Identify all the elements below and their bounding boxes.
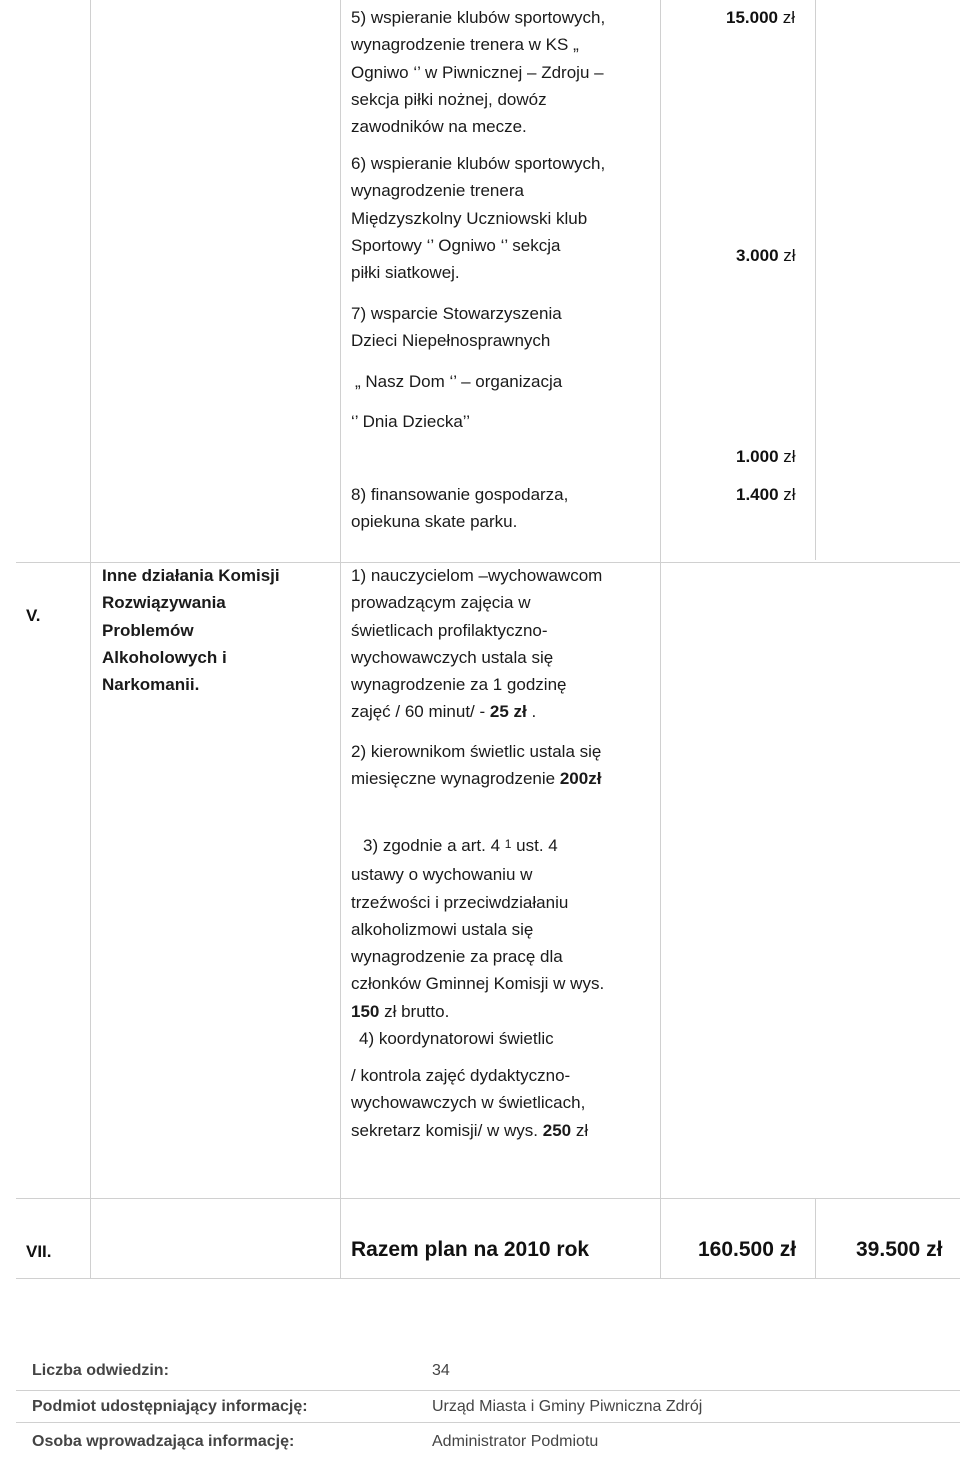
- text-segment: zł brutto.: [379, 1001, 450, 1021]
- text-line: ‘’ Dnia Dziecka’’: [351, 412, 471, 431]
- text-line: wychowawczych ustala się: [351, 647, 554, 667]
- text-line: 2) kierownikom świetlic ustala się: [351, 742, 602, 761]
- text-line: wynagrodzenie za pracę dla: [351, 947, 563, 967]
- rate-amount: 150: [351, 1001, 380, 1021]
- text-line: [351, 765, 601, 792]
- section-iv-item-5: [351, 4, 605, 140]
- table-border-col1: [90, 0, 91, 1278]
- table-row-divider: [16, 1278, 960, 1279]
- total-label: Razem plan na 2010 rok: [351, 1238, 590, 1261]
- section-iv-item-8: [351, 481, 568, 536]
- section-iv-item-7-cont: [355, 368, 562, 395]
- text-line: Ogniwo ‘’ w Piwnicznej – Zdroju –: [351, 62, 604, 82]
- text-segment: zł: [571, 1120, 589, 1140]
- amount-unit: zł: [783, 485, 796, 504]
- amount-value: 3.000: [736, 246, 779, 265]
- text-line: 4) koordynatorowi świetlic: [359, 1029, 554, 1049]
- amount-unit: zł: [782, 8, 796, 27]
- amount-item-6: [736, 246, 796, 266]
- text-line: [351, 698, 602, 725]
- text-line: Narkomanii.: [102, 675, 200, 695]
- amount-item-7: [736, 447, 796, 467]
- text-line: „ Nasz Dom ‘’ – organizacja: [355, 372, 563, 391]
- total-second: [856, 1238, 942, 1262]
- section-iv-item-7-cont: [351, 408, 470, 435]
- text-segment: .: [526, 702, 537, 722]
- amount-unit: zł: [783, 246, 796, 265]
- text-line: 5) wspieranie klubów sportowych,: [351, 8, 606, 27]
- text-line: świetlicach profilaktyczno-: [351, 620, 548, 640]
- footer-divider: [16, 1422, 960, 1423]
- section-v-item-3: [351, 832, 604, 1052]
- table-border-col3: [660, 0, 661, 1278]
- section-iv-item-6: [351, 150, 605, 286]
- section-iv-item-7: [351, 300, 562, 355]
- text-line: opiekuna skate parku.: [351, 512, 518, 532]
- table-border-col2: [340, 0, 341, 1278]
- total-plan: [698, 1238, 796, 1262]
- text-line: Dzieci Niepełnosprawnych: [351, 331, 551, 351]
- table-border-col4b: [815, 1198, 816, 1278]
- text-segment: 3) zgodnie a art. 4: [363, 836, 505, 855]
- total-unit: zł: [926, 1238, 943, 1261]
- rate-amount: 200zł: [559, 769, 602, 789]
- text-line: Problemów: [102, 620, 194, 640]
- text-segment: sekretarz komisji/ w wys.: [351, 1120, 543, 1140]
- superscript: 1: [504, 837, 512, 851]
- text-line: alkoholizmowi ustala się: [351, 919, 534, 939]
- visits-value: 34: [432, 1362, 450, 1379]
- footer-divider: [16, 1390, 960, 1391]
- text-line: Sportowy ‘’ Ogniwo ‘’ sekcja: [351, 235, 561, 255]
- text-line: [351, 832, 604, 861]
- amount-unit: zł: [783, 447, 796, 466]
- text-line: trzeźwości i przeciwdziałaniu: [351, 892, 569, 912]
- text-line: wychowawczych w świetlicach,: [351, 1093, 586, 1113]
- text-line: [351, 1117, 588, 1144]
- section-v-item-4: [351, 1062, 588, 1144]
- visits-label: Liczba odwiedzin:: [32, 1362, 169, 1379]
- text-line: 1) nauczycielom –wychowawcom: [351, 566, 603, 585]
- text-line: Rozwiązywania: [102, 593, 226, 613]
- text-line: członków Gminnej Komisji w wys.: [351, 974, 605, 994]
- amount-value: 1.000: [736, 447, 779, 466]
- section-number: VII.: [26, 1242, 52, 1261]
- section-number: V.: [26, 606, 41, 625]
- text-line: / kontrola zajęć dydaktyczno-: [351, 1066, 571, 1085]
- text-line: piłki siatkowej.: [351, 263, 460, 283]
- text-line: Międzyszkolny Uczniowski klub: [351, 208, 588, 228]
- text-line: prowadzącym zajęcia w: [351, 593, 531, 613]
- text-line: zawodników na mecze.: [351, 117, 527, 137]
- person-label: Osoba wprowadzająca informację:: [32, 1433, 295, 1450]
- table-border-col4: [815, 0, 816, 560]
- text-segment: miesięczne wynagrodzenie: [351, 769, 560, 789]
- section-v-item-2: [351, 738, 601, 793]
- rate-amount: 25 zł: [489, 702, 527, 722]
- entity-label: Podmiot udostępniający informację:: [32, 1398, 308, 1415]
- entity-value: Urząd Miasta i Gminy Piwniczna Zdrój: [432, 1398, 703, 1415]
- total-value: 39.500: [856, 1238, 921, 1261]
- person-value: Administrator Podmiotu: [432, 1433, 599, 1450]
- section-v-item-1: [351, 562, 602, 726]
- text-line: wynagrodzenie trenera w KS „: [351, 35, 579, 55]
- text-line: wynagrodzenie trenera: [351, 181, 524, 201]
- amount-item-8: [736, 485, 796, 505]
- text-line: 7) wsparcie Stowarzyszenia: [351, 304, 562, 323]
- text-line: Inne działania Komisji: [102, 566, 280, 585]
- total-unit: zł: [779, 1238, 797, 1261]
- amount-value: 15.000: [726, 8, 778, 27]
- text-line: sekcja piłki nożnej, dowóz: [351, 89, 547, 109]
- text-line: wynagrodzenie za 1 godzinę: [351, 675, 567, 695]
- text-segment: ust. 4: [511, 836, 558, 855]
- total-value: 160.500: [698, 1238, 774, 1261]
- rate-amount: 250: [542, 1120, 572, 1140]
- text-line: 8) finansowanie gospodarza,: [351, 485, 569, 504]
- amount-value: 1.400: [736, 485, 779, 504]
- table-row-divider: [16, 1198, 960, 1199]
- text-segment: zajęć / 60 minut/ -: [351, 702, 490, 722]
- text-line: [351, 998, 604, 1025]
- text-line: Alkoholowych i: [102, 647, 227, 667]
- section-title: [102, 562, 280, 698]
- amount-item-5: [726, 8, 795, 28]
- text-line: ustawy o wychowaniu w: [351, 865, 533, 885]
- text-line: 6) wspieranie klubów sportowych,: [351, 154, 606, 173]
